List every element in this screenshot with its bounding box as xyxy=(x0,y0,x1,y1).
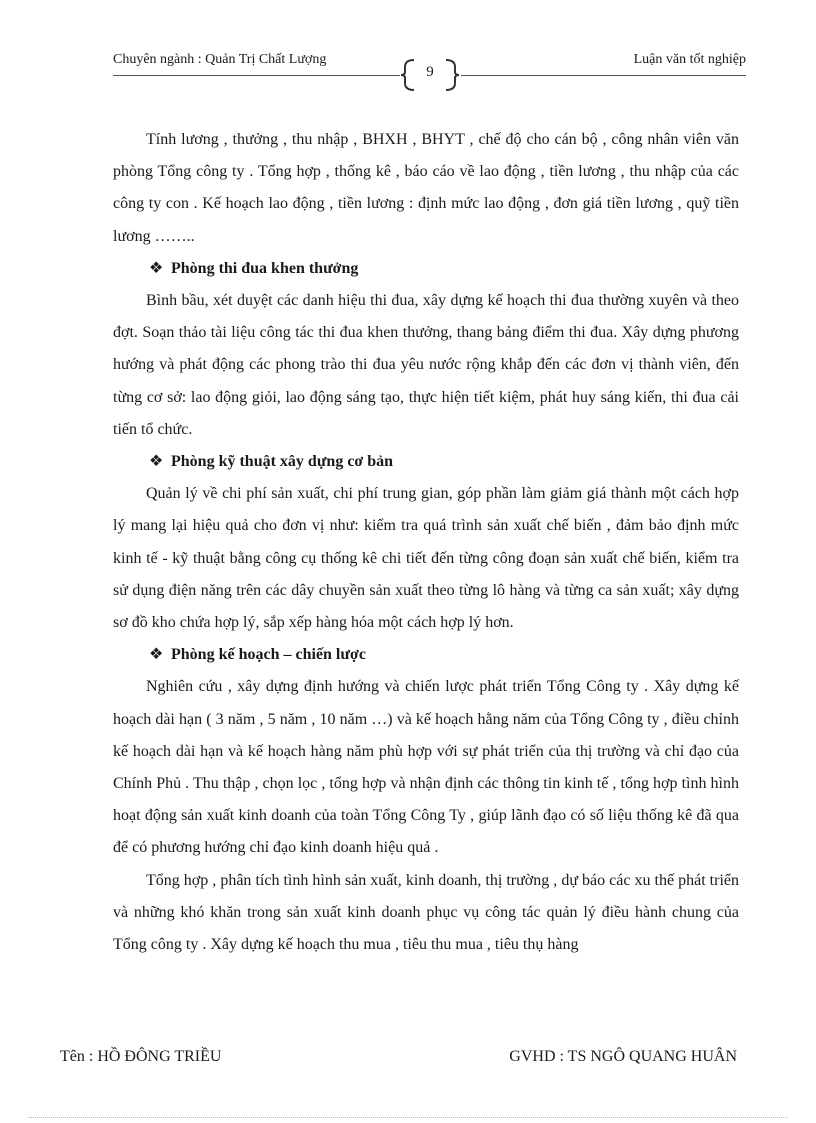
paragraph-salary: Tính lương , thưởng , thu nhập , BHXH , BHYT , chế độ cho cán bộ , công nhân viên văn phòng Tổng công ty . Tổng hợp , thống kê , báo cáo về lao động , tiền lương , thu nhập của các công ty con . Kế hoạch lao động , tiền lương : định mức lao động , đơn giá tiền lương , quỹ tiền lương …….. xyxy=(113,131,739,245)
page-number-box xyxy=(400,58,460,92)
heading-technical-dept xyxy=(113,446,739,478)
heading-text: Phòng thi đua khen thưởng xyxy=(171,259,359,277)
heading-text: Phòng kế hoạch – chiến lược xyxy=(171,646,366,664)
header-rule-left xyxy=(113,75,400,76)
page-number: 9 xyxy=(426,64,434,80)
paragraph-emulation: Bình bầu, xét duyệt các danh hiệu thi đua, xây dựng kế hoạch thi đua thường xuyên và theo đợt. Soạn thảo tài liệu công tác thi đua khen thưởng, thang bảng điểm thi đua. Xây dựng phương hướng và phát động các phong trào thi đua yêu nước rộng khắp đến các đơn vị thành viên, đến từng cơ sở: lao động giỏi, lao động sáng tạo, thực hiện tiết kiệm, phát huy sáng kiến, thi đua cải tiến tổ chức. xyxy=(113,292,739,438)
footer-divider xyxy=(28,1117,788,1118)
heading-emulation-dept xyxy=(113,253,739,285)
diamond-bullet-icon: ❖ xyxy=(149,259,164,277)
page-header xyxy=(113,48,746,96)
paragraph-analysis: Tổng hợp , phân tích tình hình sản xuất, kinh doanh, thị trường , dự báo các xu thế phát triển và những khó khăn trong sản xuất kinh doanh phục vụ công tác quản lý điều hành chung của Tổng công ty . Xây dựng kế hoạch thu mua , tiêu thu mua , tiêu thụ hàng xyxy=(113,871,739,954)
diamond-bullet-icon: ❖ xyxy=(149,646,164,664)
header-doc-type: Luận văn tốt nghiệp xyxy=(633,52,746,67)
page-body xyxy=(113,124,739,961)
heading-text: Phòng kỹ thuật xây dựng cơ bản xyxy=(171,453,394,471)
heading-planning-dept xyxy=(113,639,739,671)
footer-author: Tên : HỒ ĐÔNG TRIỀU xyxy=(60,1048,222,1065)
footer-supervisor: GVHD : TS NGÔ QUANG HUÂN xyxy=(509,1048,737,1065)
header-major: Chuyên ngành : Quản Trị Chất Lượng xyxy=(113,52,327,67)
header-rule-right xyxy=(461,75,746,76)
paragraph-technical: Quản lý về chi phí sản xuất, chi phí trung gian, góp phần làm giảm giá thành một cách hợp lý mang lại hiệu quả cho đơn vị như: kiểm tra quá trình sản xuất chế biến , đảm bảo định mức kinh tế - kỹ thuật bằng công cụ thống kê chi tiết đến từng công đoạn sản xuất chế biến, kiểm tra sử dụng điện năng trên các dây chuyền sản xuất theo từng lô hàng và từng ca sản xuất; xây dựng sơ đồ kho chứa hợp lý, sắp xếp hàng hóa một cách hợp lý hơn. xyxy=(113,485,739,632)
paragraph-planning: Nghiên cứu , xây dựng định hướng và chiến lược phát triển Tổng Công ty . Xây dựng kế hoạch dài hạn ( 3 năm , 5 năm , 10 năm …) và kế hoạch hằng năm của Tổng Công ty , điều chỉnh kế hoạch dài hạn và kế hoạch hàng năm phù hợp với sự phát triển của thị trường và chỉ đạo của Chính Phủ . Thu thập , chọn lọc , tổng hợp và nhận định các thông tin kinh tế , tổng hợp tình hình hoạt động sản xuất kinh doanh của toàn Tổng Công Ty , giúp lãnh đạo có số liệu thống kê đã qua để có phương hướng chỉ đạo kinh doanh hiệu quả . xyxy=(113,678,739,857)
diamond-bullet-icon: ❖ xyxy=(149,453,164,471)
